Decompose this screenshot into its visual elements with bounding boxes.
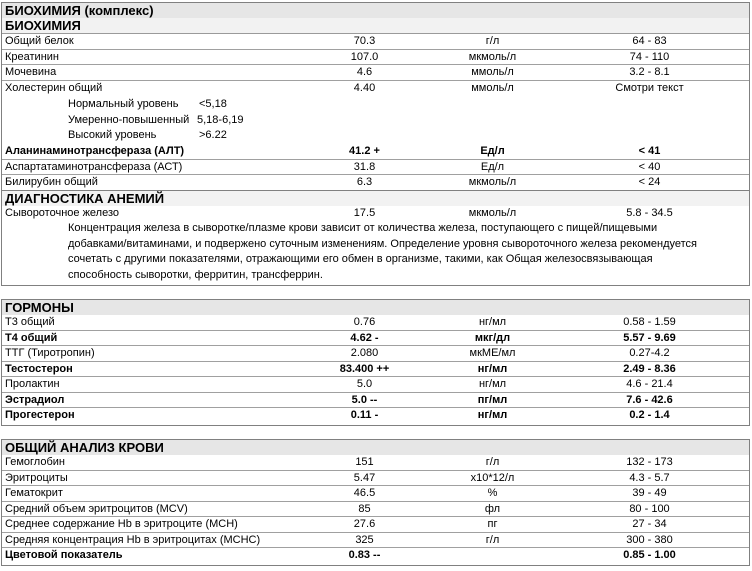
table-row: [2, 65, 749, 81]
table-row: [2, 517, 749, 533]
section-title: БИОХИМИЯ (комплекс): [2, 3, 749, 18]
test-name: Эритроциты: [5, 471, 68, 484]
table-row: [2, 548, 749, 564]
test-value: 4.62 -: [350, 331, 379, 344]
cholesterol-level-value: <5,18: [199, 98, 227, 110]
test-name: Холестерин общий: [5, 81, 103, 94]
reference-range: 5.57 - 9.69: [623, 331, 676, 344]
reference-range: < 41: [638, 145, 661, 157]
test-unit: нг/мл: [477, 362, 508, 375]
test-name: Мочевина: [5, 66, 57, 78]
test-unit: x10*12/л: [470, 471, 515, 484]
test-unit: нг/мл: [478, 378, 507, 390]
table-row: [2, 346, 749, 362]
reference-range: 5.8 - 34.5: [626, 207, 673, 219]
section-title: ДИАГНОСТИКА АНЕМИЙ: [2, 191, 749, 206]
test-value: 5.0 --: [351, 393, 378, 406]
test-name: Общий белок: [5, 35, 74, 47]
iron-comment: Концентрация железа в сыворотке/плазме крови зависит от количества железа, поступающего с пищей/пищевыми добавками/витаминами, и подвержено суточным изменениям. Определение уровня сывороточного железа рекомендуется сочетать с другими показателями, отражающими его обмен в организме, такими, как Общая железосвязывающая способность сыворотки, ферритин, трансферрин.: [68, 222, 698, 281]
test-value: 6.3: [356, 176, 373, 188]
test-value: 83.400 ++: [339, 362, 390, 375]
cholesterol-level-label: Умеренно-повышенный: [68, 113, 190, 126]
test-name: Т3 общий: [5, 316, 55, 328]
table-row: [2, 50, 749, 66]
test-name: Средний объем эритроцитов (MCV): [5, 502, 188, 515]
reference-range: 0.85 - 1.00: [623, 549, 676, 561]
table-row: [2, 331, 749, 347]
test-name: Гематокрит: [5, 487, 63, 499]
test-unit: Ед/л: [480, 145, 505, 157]
test-name: Билирубин общий: [5, 176, 98, 188]
test-value: 27.6: [353, 518, 376, 530]
table-row: [2, 81, 749, 97]
test-unit: мкмоль/л: [468, 50, 517, 63]
table-row: [2, 533, 749, 549]
test-name: Прогестерон: [5, 409, 75, 421]
reference-range: Смотри текст: [615, 81, 684, 94]
test-value: 70.3: [353, 35, 376, 47]
cholesterol-level-value: 5,18-6,19: [197, 113, 244, 126]
table-row: [2, 502, 749, 518]
test-name: Т4 общий: [5, 331, 58, 344]
test-unit: Ед/л: [480, 160, 505, 173]
hormones-section: [1, 299, 750, 426]
table-row: [2, 377, 749, 393]
test-value: 4.6: [356, 66, 373, 78]
test-unit: фл: [484, 502, 501, 515]
table-row: [2, 315, 749, 331]
test-unit: ммоль/л: [471, 66, 514, 78]
test-unit: г/л: [485, 456, 500, 468]
test-unit: ммоль/л: [471, 81, 514, 94]
table-row: [2, 206, 749, 222]
table-row: [2, 144, 749, 160]
test-name: Эстрадиол: [5, 393, 65, 406]
reference-range: 2.49 - 8.36: [623, 362, 676, 375]
test-name: Креатинин: [5, 50, 59, 63]
reference-range: 0.2 - 1.4: [629, 409, 670, 421]
test-name: Гемоглобин: [5, 456, 65, 468]
test-name: Тестостерон: [5, 362, 73, 375]
test-unit: пг: [487, 518, 498, 530]
test-value: 2.080: [350, 347, 379, 359]
test-value: 151: [355, 456, 374, 468]
reference-range: 3.2 - 8.1: [629, 66, 670, 78]
cholesterol-level-label: Высокий уровень: [68, 129, 157, 141]
table-row: [2, 34, 749, 50]
blood-count-section: [1, 439, 750, 566]
test-value: 107.0: [350, 50, 379, 63]
table-row: [2, 455, 749, 471]
anemia-section: [1, 190, 750, 286]
test-value: 46.5: [353, 487, 376, 499]
test-name: Средняя концентрация Hb в эритроцитах (MCHC): [5, 533, 261, 546]
reference-range: 64 - 83: [632, 35, 667, 47]
reference-range: 300 - 380: [626, 533, 673, 546]
reference-range: 7.6 - 42.6: [626, 393, 673, 406]
reference-range: 27 - 34: [632, 518, 667, 530]
cholesterol-level-value: >6.22: [199, 129, 227, 141]
test-unit: г/л: [485, 35, 500, 47]
test-name: Среднее содержание Hb в эритроците (MCH): [5, 518, 238, 530]
test-unit: нг/мл: [477, 409, 508, 421]
reference-range: 0.27-4.2: [629, 347, 670, 359]
reference-range: 0.58 - 1.59: [623, 316, 676, 328]
reference-range: 80 - 100: [629, 502, 670, 515]
section-title: ГОРМОНЫ: [2, 300, 749, 315]
test-unit: мкмоль/л: [468, 207, 517, 219]
test-name: Цветовой показатель: [5, 549, 123, 561]
test-value: 0.11 -: [350, 409, 379, 421]
reference-range: 132 - 173: [626, 456, 673, 468]
test-unit: мкмоль/л: [468, 176, 517, 188]
reference-range: 4.3 - 5.7: [629, 471, 670, 484]
table-row: [2, 362, 749, 378]
section-title: ОБЩИЙ АНАЛИЗ КРОВИ: [2, 440, 749, 455]
test-value: 17.5: [353, 207, 376, 219]
test-unit: мкг/дл: [474, 331, 511, 344]
reference-range: 39 - 49: [632, 487, 667, 499]
test-unit: мкМЕ/мл: [469, 347, 516, 359]
test-name: Аспартатаминотрансфераза (АСТ): [5, 160, 183, 173]
test-value: 31.8: [353, 160, 376, 173]
test-name: ТТГ (Тиротропин): [5, 347, 95, 359]
test-value: 325: [355, 533, 374, 546]
table-row: [2, 471, 749, 487]
table-row: [2, 160, 749, 176]
test-value: 4.40: [353, 81, 376, 94]
test-value: 5.0: [356, 378, 373, 390]
reference-range: 74 - 110: [629, 50, 670, 63]
test-value: 0.76: [353, 316, 376, 328]
test-value: 5.47: [353, 471, 376, 484]
table-row: [2, 408, 749, 424]
test-value: 85: [358, 502, 371, 515]
reference-range: < 40: [638, 160, 661, 173]
table-row: [2, 486, 749, 502]
reference-range: < 24: [638, 176, 661, 188]
table-row: [2, 175, 749, 191]
cholesterol-level-label: Нормальный уровень: [68, 98, 179, 110]
table-row: [2, 393, 749, 409]
test-name: Пролактин: [5, 378, 60, 390]
test-name: Сывороточное железо: [5, 207, 120, 219]
test-value: 0.83 --: [348, 549, 381, 561]
test-value: 41.2 +: [349, 145, 380, 157]
test-unit: нг/мл: [478, 316, 507, 328]
test-unit: %: [487, 487, 498, 499]
reference-range: 4.6 - 21.4: [626, 378, 673, 390]
subsection-title: БИОХИМИЯ: [2, 18, 749, 34]
test-unit: пг/мл: [477, 393, 508, 406]
biochemistry-section: [1, 2, 750, 191]
test-name: Аланинаминотрансфераза (АЛТ): [5, 145, 185, 157]
test-unit: г/л: [485, 533, 500, 546]
